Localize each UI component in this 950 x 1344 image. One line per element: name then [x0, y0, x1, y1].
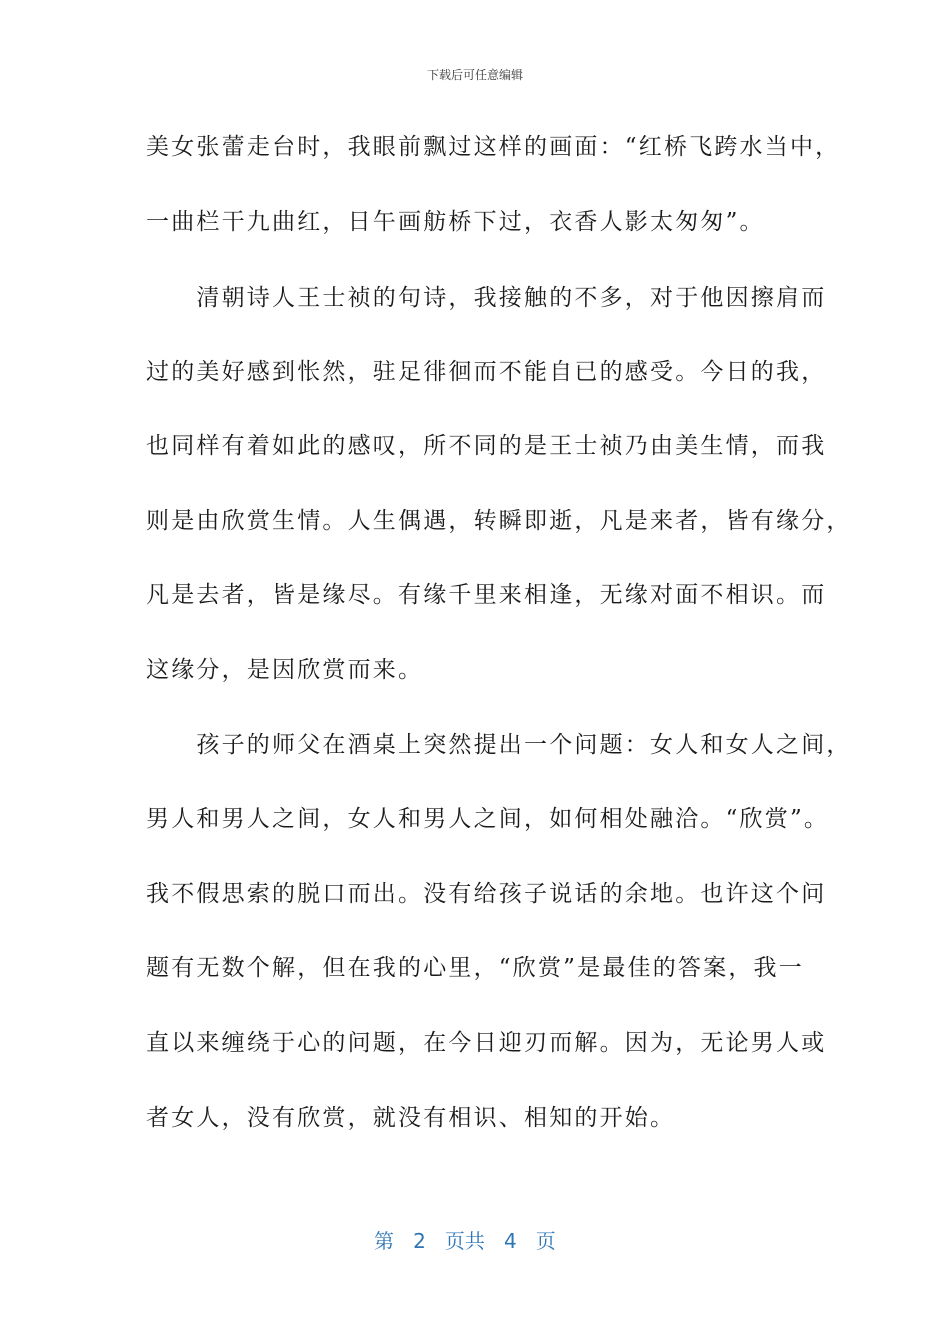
text-line-7: 凡是去者，皆是缘尽。有缘千里来相逢，无缘对面不相识。而: [146, 582, 827, 608]
text-line-14: 者女人，没有欣赏，就没有相识、相知的开始。: [146, 1105, 676, 1131]
text-line-3: 清朝诗人王士祯的句诗，我接触的不多，对于他因擦肩而: [146, 285, 827, 311]
text-line-6: 则是由欣赏生情。人生偶遇，转瞬即逝，凡是来者，皆有缘分，: [146, 508, 852, 534]
page-header-note: 下载后可任意编辑: [426, 68, 523, 82]
page-label-prefix: 第: [374, 1229, 394, 1253]
text-line-11: 我不假思索的脱口而出。没有给孩子说话的余地。也许这个问: [146, 881, 827, 907]
page-label-mid: 页共: [444, 1229, 485, 1253]
text-line-1: 美女张蕾走台时，我眼前飘过这样的画面：“红桥飞跨水当中，: [146, 134, 841, 160]
page-label-suffix: 页: [535, 1229, 556, 1253]
text-line-9: 孩子的师父在酒桌上突然提出一个问题：女人和女人之间，: [146, 732, 852, 758]
total-pages-number: 4: [503, 1229, 517, 1253]
text-line-8: 这缘分，是因欣赏而来。: [146, 657, 424, 683]
text-line-10: 男人和男人之间，女人和男人之间，如何相处融洽。“欣赏”。: [146, 806, 830, 832]
text-line-4: 过的美好感到怅然，驻足徘徊而不能自已的感受。今日的我，: [146, 359, 827, 385]
text-line-5: 也同样有着如此的感叹，所不同的是王士祯乃由美生情，而我: [146, 433, 827, 459]
text-line-2: 一曲栏干九曲红，日午画舫桥下过，衣香人影太匆匆”。: [146, 209, 765, 235]
current-page-number: 2: [413, 1229, 426, 1253]
text-line-12: 题有无数个解，但在我的心里，“欣赏”是最佳的答案，我一: [146, 955, 804, 981]
text-line-13: 直以来缠绕于心的问题，在今日迎刃而解。因为，无论男人或: [146, 1030, 827, 1056]
page-number-footer: [374, 1225, 556, 1254]
